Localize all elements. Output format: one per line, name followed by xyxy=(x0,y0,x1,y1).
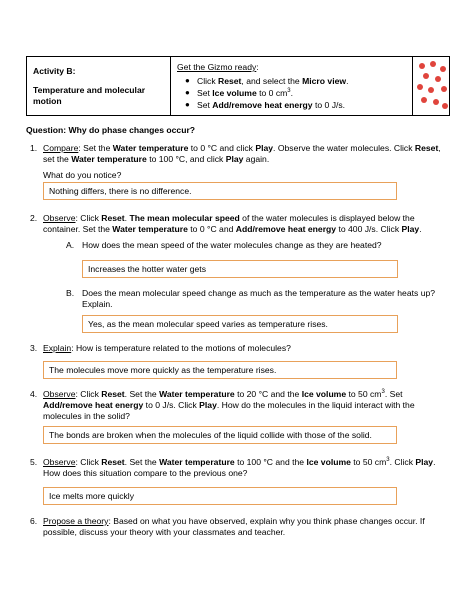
item-5-answer[interactable]: Ice melts more quickly xyxy=(43,487,397,505)
activity-label: Activity B: xyxy=(33,66,76,76)
item-2-number: 2. xyxy=(30,213,38,223)
item-4-number: 4. xyxy=(30,389,38,399)
item-6-text-1: Propose a theory: Based on what you have observed, explain why you think phase changes occur. If xyxy=(43,516,425,526)
item-5-text: Observe: Click Reset. Set the Water temperature to 100 °C and the Ice volume to 50 $cm^3$. Click Play. How does this situation compare to the previous one? xyxy=(43,457,436,479)
item-2b-text-2: Explain. xyxy=(82,299,113,309)
item-3-text: Explain: How is temperature related to the motions of molecules? xyxy=(43,343,291,353)
item-1-text: Compare: Set the Water temperature to 0 °C and click Play. Observe the water molecules. Click Reset, set the Water temperature to 100 °C, and click Play again. xyxy=(43,143,441,165)
item-1-number: 1. xyxy=(30,143,38,153)
question-title: Question: Why do phase changes occur? xyxy=(26,125,196,135)
item-2a-text: How does the mean speed of the water molecules change as they are heated? xyxy=(82,240,382,250)
header-table xyxy=(26,56,450,116)
item-3-number: 3. xyxy=(30,343,38,353)
item-4-answer[interactable]: The bonds are broken when the molecules of the liquid collide with those of the solid. xyxy=(43,426,397,444)
item-1-answer[interactable]: Nothing differs, there is no difference. xyxy=(43,182,397,200)
item-2b-text-1: Does the mean molecular speed change as much as the temperature as the water heats up? xyxy=(82,288,436,298)
molecules-thumbnail xyxy=(412,57,451,115)
item-6-number: 6. xyxy=(30,516,38,526)
ready-step-2: Set Ice volume to 0 $cm^3$. xyxy=(197,88,294,98)
ready-step-3: Set Add/remove heat energy to 0 J/s. xyxy=(197,100,346,110)
item-6-text-2: possible, discuss your theory with your classmates and teacher. xyxy=(43,527,286,537)
activity-topic: Temperature and molecular motion xyxy=(33,85,146,107)
item-3-answer[interactable]: The molecules move more quickly as the temperature rises. xyxy=(43,361,397,379)
item-2a-answer[interactable]: Increases the hotter water gets xyxy=(82,260,398,278)
item-4-text: Observe: Click Reset. Set the Water temperature to 20 °C and the Ice volume to 50 $cm^3$. Set Add/remove heat energy to 0 J/s. Click Play. How do the molecules in the liquid interact with the molecules in the solid? xyxy=(43,389,415,422)
item-2a-letter: A. xyxy=(66,240,75,250)
item-5-number: 5. xyxy=(30,457,38,467)
activity-cell xyxy=(27,57,171,115)
item-2b-letter: B. xyxy=(66,288,75,298)
item-2b-answer[interactable]: Yes, as the mean molecular speed varies as temperature rises. xyxy=(82,315,398,333)
item-1-prompt: What do you notice? xyxy=(43,170,122,180)
ready-title: Get the Gizmo ready: xyxy=(177,62,259,72)
item-2-text: Observe: Click Reset. The mean molecular speed of the water molecules is displayed below the container. Set the Water temperature to 0 °C and Add/remove heat energy to 400 J/s. Click Play. xyxy=(43,213,422,235)
ready-step-1: Click Reset, and select the Micro view. xyxy=(197,76,349,86)
gizmo-ready-cell: Get the Gizmo ready: ● Click Reset, and select the Micro view. ● Set Ice volume to 0 $cm^3$. ● Set Add/remove heat energy to 0 J/s. xyxy=(177,62,349,110)
